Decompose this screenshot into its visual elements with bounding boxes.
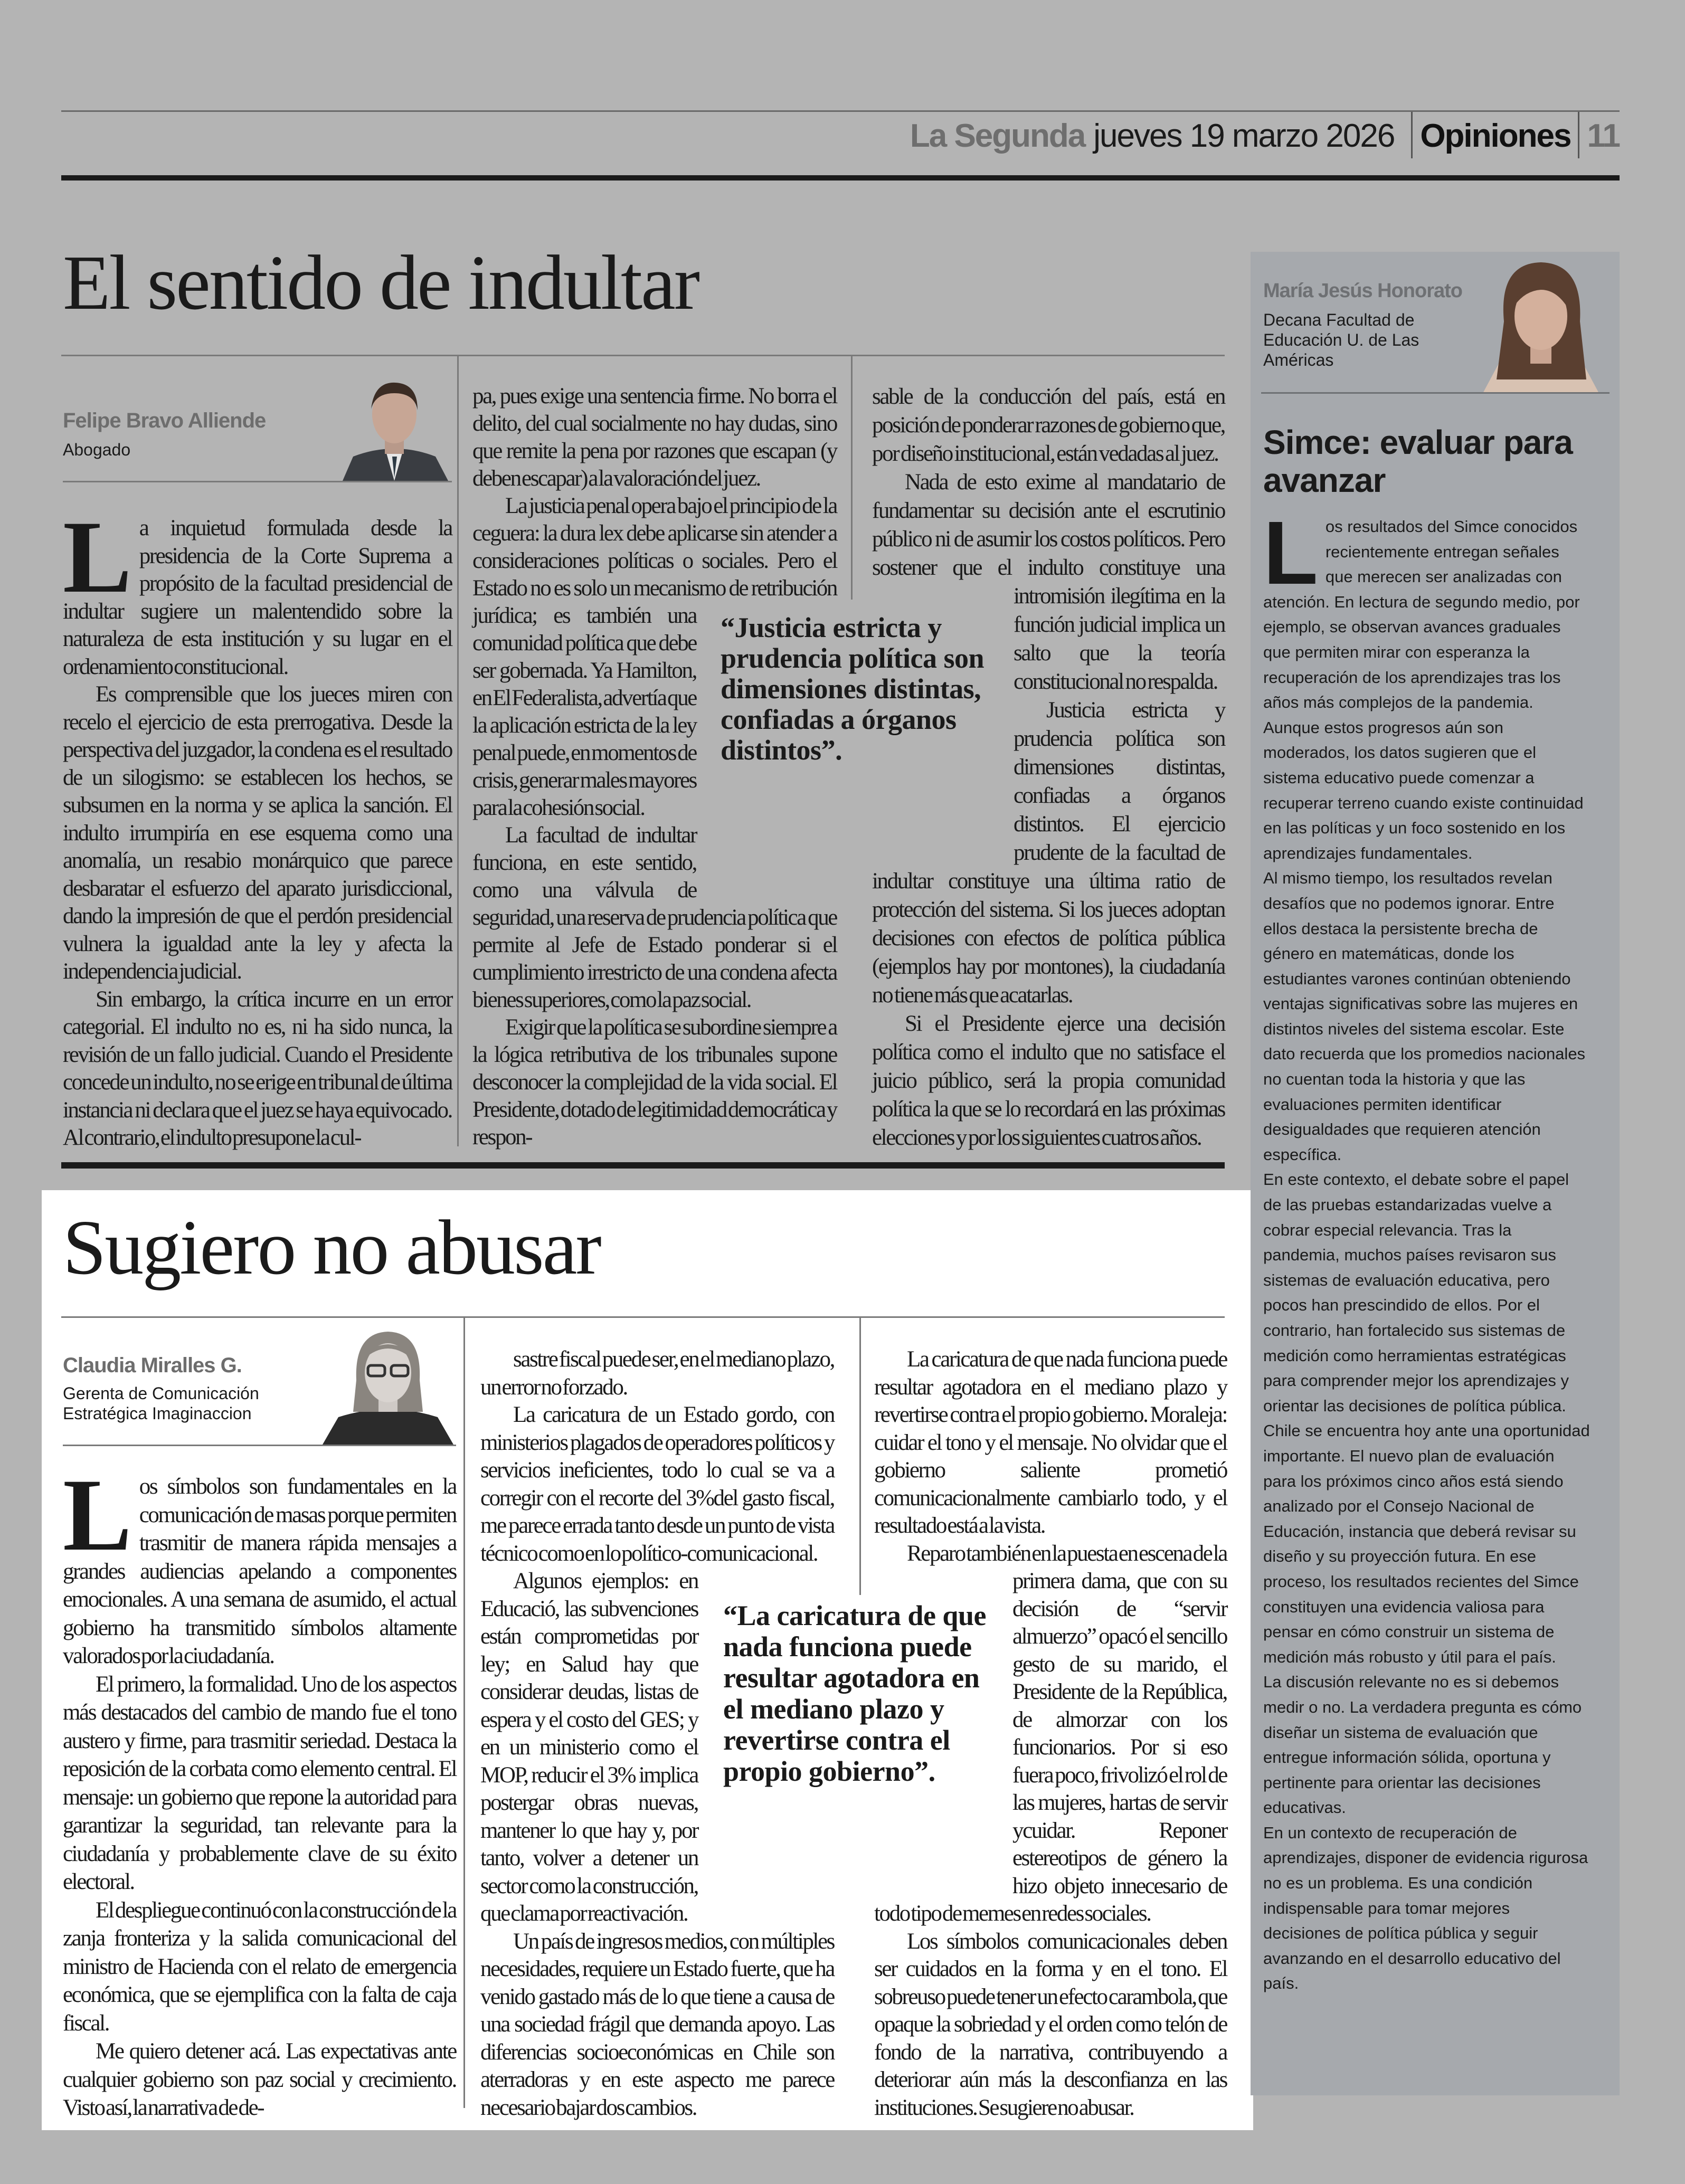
issue-date: jueves 19 marzo 2026	[1093, 117, 1395, 154]
paragraph: Es comprensible que los jueces miren con recelo el ejercicio de esta prerrogativa. Desde la perspectiva del juzgador, la condena es el resultado de un silogismo: se establecen los hechos, se subsumen en la norma y se aplica la sanción. El indulto irrumpiría en ese esquema como una anomalía, un resabio monárquico que parece desbaratar el esfuerzo del aparato jurisdiccional, dando la impresión de que el perdón presidencial vulnera la igualdad ante la ley y afecta la independencia judicial.	[63, 682, 452, 984]
column-divider	[463, 1316, 465, 2108]
article-separator	[61, 1162, 1225, 1169]
author-photo	[1467, 258, 1615, 393]
page-number: 11	[1587, 117, 1620, 154]
author-name: Claudia Miralles G.	[63, 1354, 242, 1377]
paragraph: Si el Presidente ejerce una decisión política como el indulto que no satisface el juicio público, será la propia comunidad política la que se lo recordará en las próximas elecciones y por los siguientes cuatros años.	[872, 1011, 1225, 1150]
divider	[1578, 112, 1579, 158]
author-photo	[317, 1322, 459, 1445]
divider	[1411, 112, 1413, 158]
paragraph: El despliegue continuó con la construcción de la zanja fronteriza y la salida comunicacional del ministro de Hacienda con el relato de emergencia económica, que se ejemplifica con la falta de caja fiscal.	[63, 1897, 456, 2036]
masthead	[910, 112, 1620, 159]
column-divider	[859, 1316, 861, 1595]
author-block	[63, 1318, 456, 1446]
pull-quote: “Justicia estricta y prudencia política son dimensiones distintas, confiadas a órganos distintos”.	[721, 612, 985, 766]
paragraph: El primero, la formalidad. Uno de los aspectos más destacados del cambio de mando fue el tono austero y firme, para trasmitir seriedad. Destaca la reposición de la corbata como elemento central. El mensaje: un gobierno que repone la autoridad para garantizar la seguridad, tan relevante para la ciudadanía y probablemente clave de su éxito electoral.	[63, 1672, 456, 1894]
paragraph: Un país de ingresos medios, con múltiples necesidades, requiere un Estado fuerte, que ha venido gastado más de lo que tiene a causa de una sociedad frágil que demanda apoyo. Las diferencias socioeconómicas en Chile son aterradoras y en este aspecto me parece necesario bajar dos cambios.	[480, 1929, 834, 2120]
paragraph: La caricatura de que nada funciona puede resultar agotadora en el mediano plazo y revertirse contra el propio gobierno. Moraleja: cuidar el tono y el mensaje. No olvidar que el gobierno saliente prometió comunicacionalmente cambiarlo todo, y el resultado está a la vista.	[874, 1347, 1227, 1538]
paragraph: sable de la conducción del país, está en posición de ponderar razones de gobierno que, por diseño institucional, están vedadas al juez.	[872, 384, 1225, 466]
paragraph: Me quiero detener acá. Las expectativas ante cualquier gobierno son paz social y crecimiento. Visto así, la narrativa de de-	[63, 2039, 456, 2120]
paragraph: Los símbolos comunicacionales deben ser cuidados en la forma y en el tono. El sobreuso puede tener un efecto carambola, que opaque la sobriedad y el orden como telón de fondo de la narrativa, contribuyendo a deteriorar aún más la desconfianza en las instituciones. Se sugiere no abusar.	[874, 1929, 1227, 2120]
article-column-1	[63, 1458, 456, 2122]
paragraph: Sin embargo, la crítica incurre en un error categorial. El indulto no es, ni ha sido nunca, la revisión de un fallo judicial. Cuando el Presidente concede un indulto, no se erige en tribunal de última instancia ni declara que el juez se haya equivocado. Al contrario, el indulto presupone la cul-	[63, 986, 452, 1150]
paragraph: La facultad de indultar funciona, en este sentido, como una válvula de seguridad, una reserva de prudencia política que permite al Jefe de Estado ponderar si el cumplimiento irrestricto de una condena afecta bienes superiores, como la paz social.	[472, 823, 837, 1012]
paragraph: La justicia penal opera bajo el principio de la ceguera: la dura lex debe aplicarse sin atender a consideraciones políticas o sociales. Pero el Estado no es solo un mecanismo de retribución jurídica; es también una comunidad política que debe ser gobernada. Ya Hamilton, en El Federalista, advertía que la aplicación estricta de la ley penal puede, en momentos de crisis, generar males mayores para la cohesión social.	[472, 493, 837, 820]
author-block	[63, 356, 452, 482]
column-divider	[457, 355, 459, 1146]
article-column-1	[63, 500, 452, 1152]
drop-cap: L	[63, 500, 132, 614]
paragraph: En este contexto, el debate sobre el papel de las pruebas estandarizadas vuelve a cobrar especial relevancia. Tras la pandemia, muchos países revisaron sus sistemas de evaluación educativa, pero pocos han prescindido de ellos. Por el contrario, han fortalecido sus sistemas de medición como herramientas estratégicas para comprender mejor los aprendizajes y orientar las decisiones de política pública.	[1263, 1170, 1569, 1415]
author-role: Decana Facultad de Educación U. de Las Américas	[1263, 310, 1419, 369]
paragraph: a inquietud formulada desde la presidencia de la Corte Suprema a propósito de la facultad presidencial de indultar sugiere un malentendido sobre la naturaleza de esta institución y su lugar en el ordenamiento constitucional.	[63, 516, 452, 679]
paragraph: Reparo también en la puesta en escena de la primera dama, que con su decisión de “servir almuerzo” opacó el sencillo gesto de su marido, el Presidente de la República, de almorzar con los funcionarios. Por si eso fuera poco, frivolizó el rol de las mujeres, hartas de servir ycuidar. Reponer estereotipos de género la hizo objeto innecesario de todo tipo de memes en redes sociales.	[874, 1541, 1227, 1926]
header-rule	[61, 175, 1620, 181]
article-title: El sentido de indultar	[63, 240, 699, 326]
paragraph: pa, pues exige una sentencia firme. No borra el delito, del cual socialmente no hay dudas, sino que remite la pena por razones que escapan (y deben escapar) a la valoración del juez.	[472, 384, 837, 491]
author-role: Gerenta de Comunicación Estratégica Imaginaccion	[63, 1384, 259, 1423]
sidebar-body	[1263, 503, 1591, 1996]
paragraph: os símbolos son fundamentales en la comunicación de masas porque permiten trasmitir de manera rápida mensajes a grandes audiencias apelando a componentes emocionales. A una semana de asumido, el actual gobierno ha transmitido símbolos altamente valorados por la ciudadanía.	[63, 1474, 456, 1668]
drop-cap: L	[63, 1458, 132, 1572]
drop-cap: L	[1263, 503, 1318, 603]
sidebar-column	[1251, 252, 1620, 2095]
article-column-3	[872, 383, 1225, 1152]
divider	[1261, 392, 1610, 394]
pull-quote: “La caricatura de que nada funciona puede resultar agotadora en el mediano plazo y revertirse contra el propio gobierno”.	[723, 1600, 986, 1787]
section-name: Opiniones	[1420, 117, 1571, 154]
paragraph: os resultados del Simce conocidos recientemente entregan señales que merecen ser analizadas con atención. En lectura de segundo medio, por ejemplo, se observan avances graduales que permiten mirar con esperanza la recuperación de los aprendizajes tras los años más complejos de la pandemia.	[1263, 517, 1580, 712]
article-column-2	[472, 383, 837, 1151]
paragraph: Chile se encuentra hoy ante una oportunidad importante. El nuevo plan de evaluación para los próximos cinco años está siendo analizado por el Consejo Nacional de Educación, instancia que deberá revisar su diseño y su proyección futura. En ese proceso, los resultados recientes del Simce constituyen una evidencia valiosa para pensar en cómo construir un sistema de medición más robusto y útil para el país.	[1263, 1421, 1590, 1666]
paragraph: Justicia estricta y prudencia política son dimensiones distintas, confiadas a órganos distintos. El ejercicio prudente de la facultad de indultar constituye una última ratio de protección del sistema. Si los jueces adoptan decisiones con efectos de política pública (ejemplos hay por montones), la ciudadanía no tiene más que acatarlas.	[872, 698, 1225, 1008]
sidebar-title: Simce: evaluar para avanzar	[1263, 423, 1573, 499]
author-photo	[337, 372, 452, 481]
paragraph: sastre fiscal puede ser, en el mediano plazo, un error no forzado.	[480, 1347, 834, 1400]
paragraph: Exigir que la política se subordine siempre a la lógica retributiva de los tribunales supone desconocer la complejidad de la vida social. El Presidente, dotado de legitimidad democrática y respon-	[472, 1015, 837, 1150]
paragraph: La discusión relevante no es si debemos medir o no. La verdadera pregunta es cómo diseñar un sistema de evaluación que entregue información sólida, oportuna y pertinente para orientar las decisiones educativas.	[1263, 1673, 1582, 1817]
paragraph: Aunque estos progresos aún son moderados, los datos sugieren que el sistema educativo puede comenzar a recuperar terreno cuando existe continuidad en las políticas y un foco sostenido en los aprendizajes fundamentales.	[1263, 718, 1584, 862]
paragraph: En un contexto de recuperación de aprendizajes, disponer de evidencia rigurosa no es un problema. Es una condición indispensable para tomar mejores decisiones de política pública y seguir avanzando en el desarrollo educativo del país.	[1263, 1823, 1588, 1993]
column-divider	[851, 355, 853, 600]
paragraph: Algunos ejemplos: en Educació, las subvenciones están comprometidas por ley; en Salud hay que considerar deudas, listas de espera y el costo del GES; y en un ministerio como el MOP, reducir el 3% implica postergar obras nuevas, mantener lo que hay y, por tanto, volver a detener un sector como la construcción, que clama por reactivación.	[480, 1569, 698, 1926]
paragraph: La caricatura de un Estado gordo, con ministerios plagados de operadores políticos y servicios ineficientes, todo lo cual se va a corregir con el recorte del 3%del gasto fiscal, me parece errada tanto desde un punto de vista técnico como en lo político-comunicacional.	[480, 1402, 834, 1566]
newspaper-name: La Segunda	[910, 117, 1085, 154]
article-title: Sugiero no abusar	[63, 1204, 600, 1291]
author-name: Felipe Bravo Alliende	[63, 409, 266, 432]
author-role: Abogado	[63, 440, 131, 459]
paragraph: Al mismo tiempo, los resultados revelan desafíos que no podemos ignorar. Entre ellos destaca la persistente brecha de género en matemáticas, donde los estudiantes varones continúan obteniendo ventajas significativas sobre las mujeres en distintos niveles del sistema escolar. Este dato recuerda que los promedios nacionales no cuentan toda la historia y que las evaluaciones permiten identificar desigualdades que requieren atención específica.	[1263, 869, 1586, 1164]
paragraph: Nada de esto exime al mandatario de fundamentar su decisión ante el escrutinio público ni de asumir los costos políticos. Pero sostener que el indulto constituye una intromisión ilegítima en la función judicial implica un salto que la teoría constitucional no respalda.	[872, 470, 1225, 694]
author-name: María Jesús Honorato	[1263, 280, 1462, 302]
